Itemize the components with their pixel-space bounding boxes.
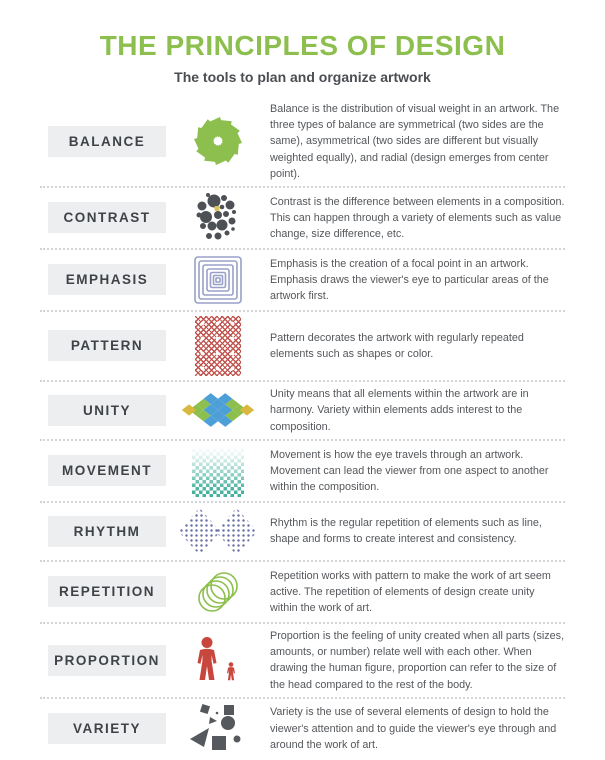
pattern-texture-icon <box>195 316 241 376</box>
principle-icon-cell <box>166 636 270 684</box>
rhythm-diamond-left <box>179 508 221 555</box>
principle-label: MOVEMENT <box>48 455 166 486</box>
principle-row <box>40 699 565 759</box>
rhythm-diamond-right <box>216 508 258 555</box>
contrast-dots-icon <box>193 192 243 244</box>
rhythm-dot-diamonds-icon <box>179 508 258 555</box>
movement-halftone-icon <box>192 445 244 497</box>
principle-label: PATTERN <box>48 330 166 361</box>
unity-diamonds-icon <box>181 392 255 428</box>
emphasis-squares-icon <box>192 254 244 306</box>
principle-icon-cell <box>166 566 270 618</box>
principle-icon-cell <box>166 316 270 376</box>
principle-label: RHYTHM <box>48 516 166 547</box>
principle-row <box>40 188 565 250</box>
principle-description: Movement is how the eye travels through an artwork. Movement can lead the viewer from one aspect to another within the composition. <box>270 448 549 494</box>
principle-label: PROPORTION <box>48 645 166 676</box>
proportion-figures-icon <box>192 636 244 684</box>
principle-row <box>40 250 565 312</box>
principle-description: Rhythm is the regular repetition of elements such as line, shape and forms to create interest and consistency. <box>270 517 542 546</box>
header <box>0 30 605 85</box>
principle-label: EMPHASIS <box>48 264 166 295</box>
principle-icon-cell <box>166 254 270 306</box>
principle-row <box>40 624 565 699</box>
principle-icon-cell <box>166 508 270 555</box>
principle-description: Proportion is the feeling of unity created when all parts (sizes, amounts, or number) relate well with each other. When drawing the human figure, proportion can refer to the size of the head compared to the rest of the body. <box>270 629 565 691</box>
principle-description: Balance is the distribution of visual weight in an artwork. The three types of balance are symmetrical (two sides are the same), asymmetrical (two sides are different but visually weighted equally), and radial (design emerges from center point). <box>270 103 560 180</box>
principle-row <box>40 312 565 382</box>
principle-icon-cell <box>166 703 270 755</box>
principle-label: BALANCE <box>48 126 166 157</box>
principle-label: UNITY <box>48 395 166 426</box>
principle-icon-cell <box>166 192 270 244</box>
page-subtitle: The tools to plan and organize artwork <box>174 69 431 85</box>
principle-icon-cell <box>166 113 270 169</box>
repetition-rings-icon <box>192 566 244 618</box>
principles-list <box>40 97 565 759</box>
page-title: THE PRINCIPLES OF DESIGN <box>99 30 506 61</box>
variety-shapes-icon <box>188 703 248 755</box>
principle-label: REPETITION <box>48 576 166 607</box>
principle-label: CONTRAST <box>48 202 166 233</box>
principle-row <box>40 562 565 624</box>
infographic-page <box>0 30 605 760</box>
principle-description: Repetition works with pattern to make the work of art seem active. The repetition of elements of design create unity within the work of art. <box>270 569 551 615</box>
principle-row <box>40 97 565 188</box>
principle-icon-cell <box>166 392 270 428</box>
principle-label: VARIETY <box>48 713 166 744</box>
principle-row <box>40 441 565 503</box>
principle-icon-cell <box>166 445 270 497</box>
principle-description: Unity means that all elements within the artwork are in harmony. Variety within elements adds interest to the composition. <box>270 388 529 433</box>
principle-description: Pattern decorates the artwork with regularly repeated elements such as shapes or color. <box>270 331 524 360</box>
balance-rosette-icon <box>190 113 246 169</box>
principle-row <box>40 503 565 562</box>
principle-description: Variety is the use of several elements of design to hold the viewer's attention and to guide the viewer's eye through and around the work of art. <box>270 706 557 751</box>
principle-description: Emphasis is the creation of a focal point in an artwork. Emphasis draws the viewer's eye to particular areas of the artwork first. <box>270 257 549 303</box>
principle-row <box>40 382 565 441</box>
principle-description: Contrast is the difference between elements in a composition. This can happen through a variety of elements such as value change, size difference, etc. <box>270 195 565 241</box>
